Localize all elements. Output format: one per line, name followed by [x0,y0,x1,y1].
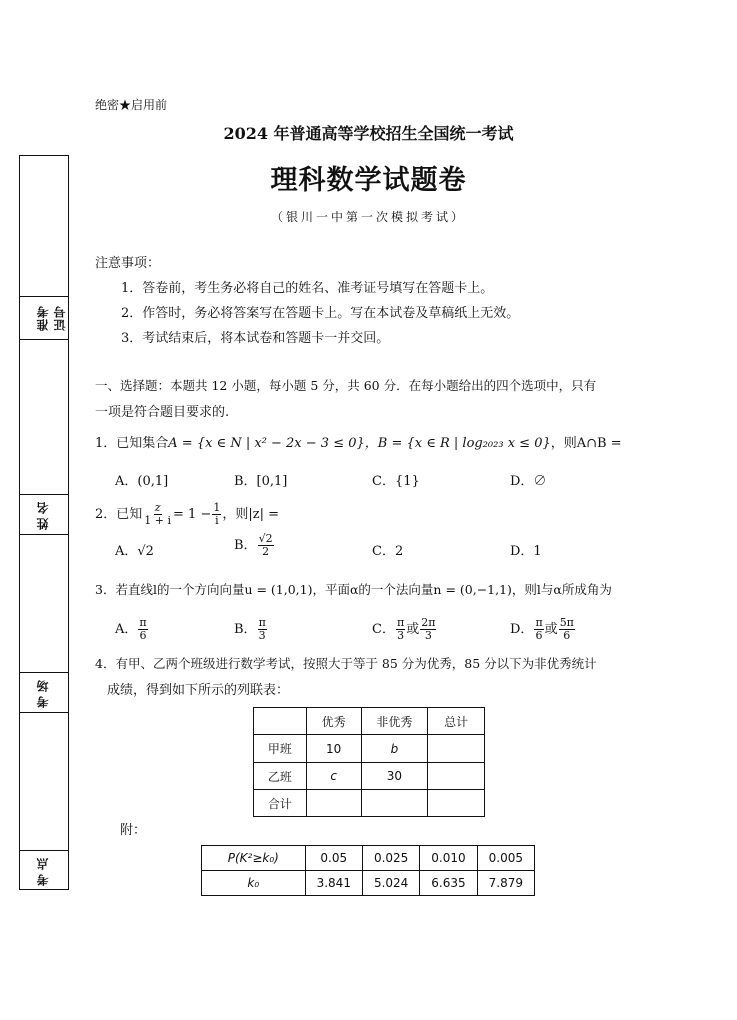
q3-option-b-den: 3 [258,629,266,642]
q1-set-b: ，B = {x ∈ R | log₂₀₂₃ x ≤ 0} [364,436,551,451]
strip-label-room: 考场 [36,676,50,708]
q3-option-d-den2: 6 [563,629,571,642]
strip-label-exam-id: 准考证号 [36,305,67,331]
q3-option-b [234,617,268,642]
table-cell [428,735,485,763]
q2-frac-num: z [154,501,161,514]
table-row [254,763,485,790]
table-cell [361,790,428,817]
q3-option-a-den: 6 [139,629,147,642]
q1-option-c: C．{1} [372,474,420,489]
q2-frac2-num: 1 [213,501,221,514]
table-header: 非优秀 [361,708,428,735]
table-row [254,735,485,763]
q2-frac-den: 1 + i [144,514,172,527]
q2-prefix: 2．已知 [95,507,143,522]
appendix-label: 附： [120,823,147,838]
exam-title: 2024 年普通高等学校招生全国统一考试 [223,124,514,143]
q3-option-a-label: A． [115,622,138,637]
table-cell: c [306,763,361,790]
table-cell: 0.05 [305,846,362,871]
table-cell: 6.635 [420,871,477,896]
q1-set-a: A = {x ∈ N | x² − 2x − 3 ≤ 0} [168,436,365,451]
q3-option-c-label: C． [372,622,395,637]
note-item: 3．考试结束后，将本试卷和答题卡一并交回。 [121,331,390,346]
table-cell: 3.841 [305,871,362,896]
q3-option-c-den2: 3 [424,629,432,642]
q2-frac2-den: i [215,514,219,527]
q1-option-b: B．[0,1] [234,474,288,489]
q3-option-c-or: 或 [406,622,420,637]
q2-option-b [234,533,275,558]
section-heading: 一、选择题：本题共 12 小题，每小题 5 分，共 60 分．在每小题给出的四个选项中，只有 [95,378,597,393]
table-row [202,846,535,871]
q3-option-c [372,617,437,642]
appendix-table [201,845,535,896]
table-cell: P(K²≥k₀) [202,846,306,871]
q2-option-d: D．1 [510,544,542,559]
strip-divider [20,296,68,297]
binding-strip [19,155,69,890]
q2-option-c: C．2 [372,544,404,559]
q2-option-a: A．√2 [115,544,154,559]
table-row [202,871,535,896]
note-item: 2．作答时，务必将答案写在答题卡上。写在本试卷及草稿纸上无效。 [121,306,520,321]
strip-divider [20,672,68,673]
question-2 [95,502,279,527]
table-cell: b [361,735,428,763]
q1-prefix: 1．已知集合 [95,436,169,451]
q3-option-d-num2: 5π [559,616,574,629]
table-cell [306,790,361,817]
q1-ask: ，则A∩B = [550,436,622,451]
note-item: 1．答卷前，考生务必将自己的姓名、准考证号填写在答题卡上。 [121,281,494,296]
q3-option-c-num2: 2π [421,616,436,629]
question-4: 4．有甲、乙两个班级进行数学考试，按照大于等于 85 分为优秀，85 分以下为非优秀统计 [95,656,597,671]
q3-option-d-label: D． [510,622,534,637]
q3-option-d-or: 或 [544,622,558,637]
q3-option-b-label: B． [234,622,257,637]
section-heading-cont: 一项是符合题目要求的. [95,405,230,420]
table-cell: 0.010 [420,846,477,871]
q2-option-b-den: 2 [262,545,270,558]
q3-option-c-num1: π [396,616,405,629]
q3-option-a-num: π [139,616,147,629]
strip-divider [20,494,68,495]
contingency-table [253,707,485,817]
question-1 [95,435,622,453]
table-cell: 合计 [254,790,307,817]
strip-divider [20,712,68,713]
q3-option-c-den1: 3 [397,629,405,642]
confidential-mark: 绝密★启用前 [95,98,168,112]
table-header: 优秀 [306,708,361,735]
q1-option-d: D．∅ [510,474,547,489]
page-title: 理科数学试题卷 [270,165,467,196]
table-cell: 0.025 [362,846,419,871]
question-3: 3．若直线l的一个方向向量u = (1,0,1)，平面α的一个法向量n = (0,−1,1)，则l与α所成角为 [95,582,612,597]
q3-option-d [510,617,576,642]
table-header-row [254,708,485,735]
table-cell [428,763,485,790]
table-cell: 乙班 [254,763,307,790]
strip-label-name: 姓名 [36,498,50,530]
table-cell [254,708,307,735]
table-cell: 0.005 [477,846,534,871]
q3-option-d-den1: 6 [535,629,543,642]
table-header: 总计 [428,708,485,735]
q2-option-b-label: B． [234,538,257,553]
q2-ask: ，则|z| = [222,507,279,522]
table-cell: 甲班 [254,735,307,763]
table-cell: 5.024 [362,871,419,896]
q2-eq: = 1 − [173,507,212,522]
question-4-cont: 成绩，得到如下所示的列联表： [107,683,290,698]
notes-heading: 注意事项： [95,256,161,271]
strip-label-site: 考点 [36,854,50,886]
q2-option-b-num: √2 [258,532,273,545]
table-cell: 10 [306,735,361,763]
strip-divider [20,534,68,535]
table-cell: 7.879 [477,871,534,896]
table-cell [428,790,485,817]
page-subtitle: （银川一中第一次模拟考试） [270,210,466,224]
strip-divider [20,339,68,340]
q3-option-d-num1: π [535,616,543,629]
q3-option-b-num: π [258,616,266,629]
q3-option-a [115,617,149,642]
q1-option-a: A．(0,1] [115,474,169,489]
table-cell: k₀ [202,871,306,896]
table-cell: 30 [361,763,428,790]
table-row [254,790,485,817]
strip-divider [20,850,68,851]
